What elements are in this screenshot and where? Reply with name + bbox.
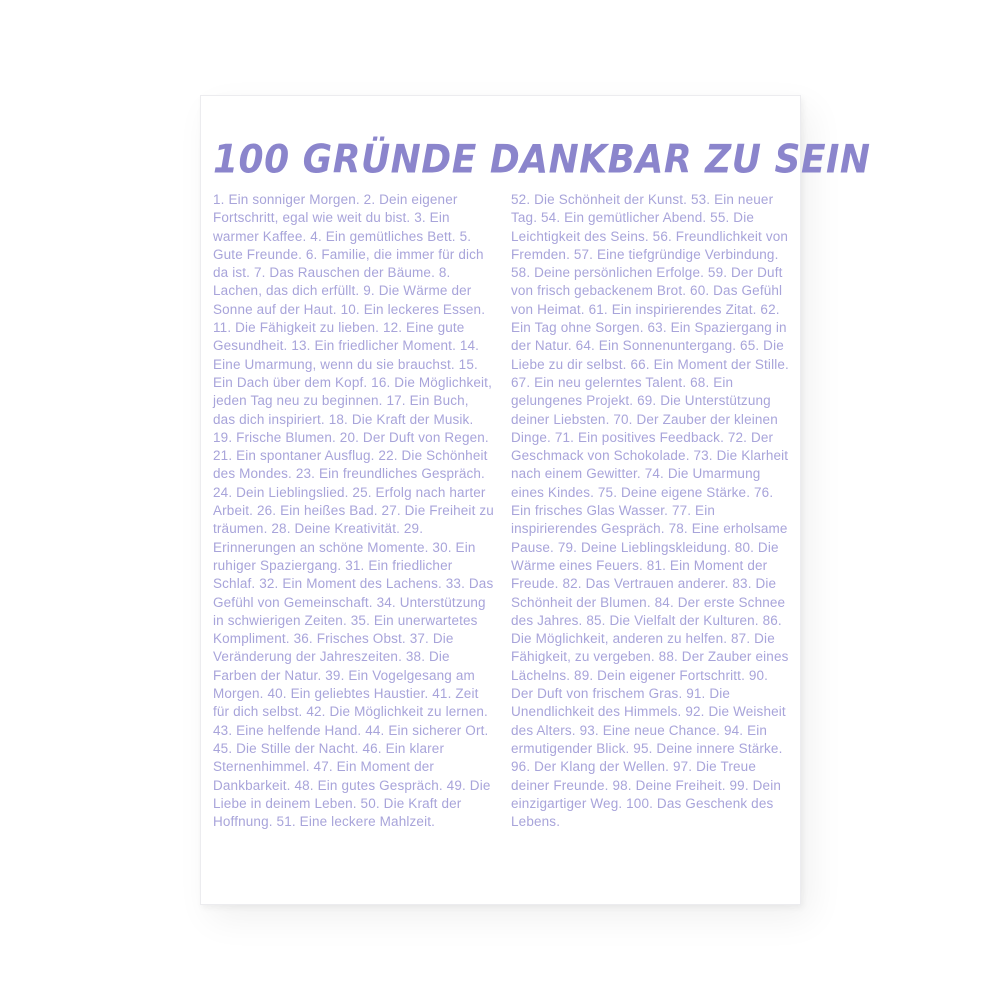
gratitude-poster xyxy=(200,95,871,905)
poster-title xyxy=(213,138,871,183)
column-left-items-1-51: 1. Ein sonniger Morgen. 2. Dein eigener Fortschritt, egal wie weit du bist. 3. Ein warmer Kaffee. 4. Ein gemütliches Bett. 5. Gute Freunde. 6. Familie, die immer für dich da ist. 7. Das Rauschen der Bäume. 8. Lachen, das dich erfüllt. 9. Die Wärme der Sonne auf der Haut. 10. Ein leckeres Essen. 11. Die Fähigkeit zu lieben. 12. Eine gute Gesundheit. 13. Ein friedlicher Moment. 14. Eine Umarmung, wenn du sie brauchst. 15. Ein Dach über dem Kopf. 16. Die Möglichkeit, jeden Tag neu zu beginnen. 17. Ein Buch, das dich inspiriert. 18. Die Kraft der Musik. 19. Frische Blumen. 20. Der Duft von Regen. 21. Ein spontaner Ausflug. 22. Die Schönheit des Mondes. 23. Ein freundliches Gespräch. 24. Dein Lieblingslied. 25. Erfolg nach harter Arbeit. 26. Ein heißes Bad. 27. Die Freiheit zu träumen. 28. Deine Kreativität. 29. Erinnerungen an schöne Momente. 30. Ein ruhiger Spaziergang. 31. Ein friedlicher Schlaf. 32. Ein Moment des Lachens. 33. Das Gefühl von Gemeinschaft. 34. Unterstützung in schwierigen Zeiten. 35. Ein unerwartetes Kompliment. 36. Frisches Obst. 37. Die Veränderung der Jahreszeiten. 38. Die Farben der Natur. 39. Ein Vogelgesang am Morgen. 40. Ein geliebtes Haustier. 41. Zeit für dich selbst. 42. Die Möglichkeit zu lernen. 43. Eine helfende Hand. 44. Ein sicherer Ort. 45. Die Stille der Nacht. 46. Ein klarer Sternenhimmel. 47. Ein Moment der Dankbarkeit. 48. Ein gutes Gespräch. 49. Die Liebe in deinem Leben. 50. Die Kraft der Hoffnung. 51. Eine leckere Mahlzeit. xyxy=(213,192,494,830)
poster-content xyxy=(201,96,871,831)
column-right-items-52-100: 52. Die Schönheit der Kunst. 53. Ein neuer Tag. 54. Ein gemütlicher Abend. 55. Die Leichtigkeit des Seins. 56. Freundlichkeit von Fremden. 57. Eine tiefgründige Verbindung. 58. Deine persönlichen Erfolge. 59. Der Duft von frisch gebackenem Brot. 60. Das Gefühl von Heimat. 61. Ein inspirierendes Zitat. 62. Ein Tag ohne Sorgen. 63. Ein Spaziergang in der Natur. 64. Ein Sonnenuntergang. 65. Die Liebe zu dir selbst. 66. Ein Moment der Stille. 67. Ein neu gelerntes Talent. 68. Ein gelungenes Projekt. 69. Die Unterstützung deiner Liebsten. 70. Der Zauber der kleinen Dinge. 71. Ein positives Feedback. 72. Der Geschmack von Schokolade. 73. Die Klarheit nach einem Gewitter. 74. Die Umarmung eines Kindes. 75. Deine eigene Stärke. 76. Ein frisches Glas Wasser. 77. Ein inspirierendes Gespräch. 78. Eine erholsame Pause. 79. Deine Lieblingskleidung. 80. Die Wärme eines Feuers. 81. Ein Moment der Freude. 82. Das Vertrauen anderer. 83. Die Schönheit der Blumen. 84. Der erste Schnee des Jahres. 85. Die Vielfalt der Kulturen. 86. Die Möglichkeit, anderen zu helfen. 87. Die Fähigkeit, zu vergeben. 88. Der Zauber eines Lächelns. 89. Dein eigener Fortschritt. 90. Der Duft von frischem Gras. 91. Die Unendlichkeit des Himmels. 92. Die Weisheit des Alters. 93. Eine neue Chance. 94. Ein ermutigender Blick. 95. Deine innere Stärke. 96. Der Klang der Wellen. 97. Die Treue deiner Freunde. 98. Deine Freiheit. 99. Dein einzigartiger Weg. 100. Das Geschenk des Lebens. xyxy=(511,192,789,830)
poster-columns xyxy=(213,191,792,831)
poster-title-text: 100 GRÜNDE DANKBAR ZU SEIN xyxy=(213,138,871,183)
